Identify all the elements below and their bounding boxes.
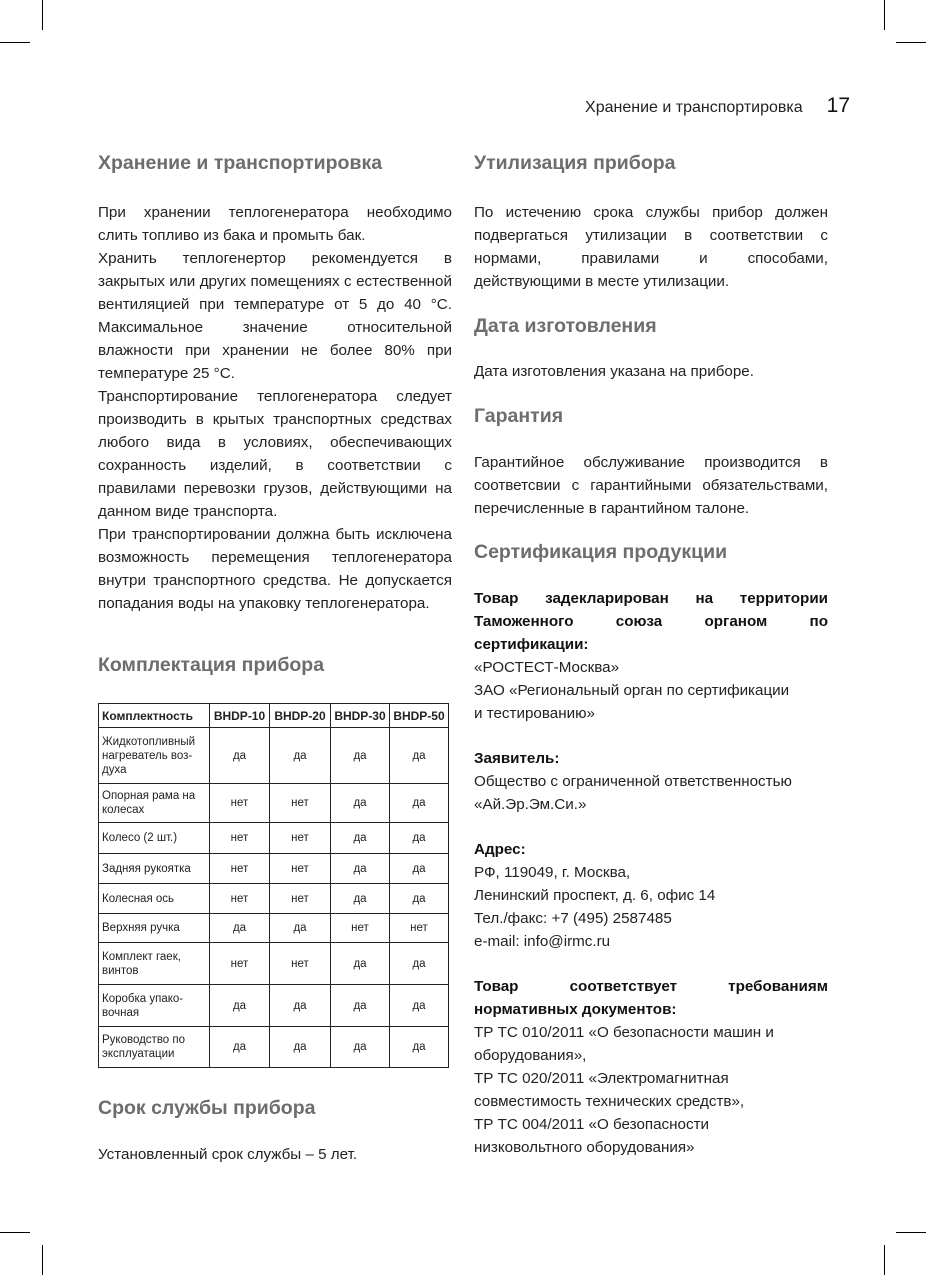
- availability-cell: да: [390, 784, 449, 823]
- availability-cell: нет: [270, 943, 331, 985]
- column-header: BHDP-20: [270, 704, 331, 728]
- column-header: BHDP-50: [390, 704, 449, 728]
- availability-cell: нет: [331, 914, 390, 943]
- running-header-title: Хранение и транспортировка: [585, 99, 803, 116]
- availability-cell: да: [270, 1027, 331, 1068]
- availability-cell: да: [331, 823, 390, 854]
- item-name-cell: Колесная ось: [99, 884, 210, 914]
- item-name-cell: Жидкотопливный нагреватель воз-духа: [99, 728, 210, 784]
- availability-cell: да: [331, 728, 390, 784]
- item-name-cell: Верхняя ручка: [99, 914, 210, 943]
- availability-cell: да: [390, 1027, 449, 1068]
- availability-cell: нет: [270, 823, 331, 854]
- heading-warranty: Гарантия: [474, 405, 564, 427]
- declared-label: Товар задекларирован на территории Таможенного союза органом по сертификации:: [474, 590, 828, 653]
- crop-mark: [42, 0, 43, 30]
- table-header-row: [99, 704, 449, 728]
- crop-mark: [884, 0, 885, 30]
- availability-cell: да: [331, 854, 390, 884]
- address-line: Тел./факс: +7 (495) 2587485: [474, 910, 672, 927]
- table-row: [99, 914, 449, 943]
- availability-cell: нет: [210, 784, 270, 823]
- availability-cell: нет: [210, 854, 270, 884]
- table-row: [99, 728, 449, 784]
- address-line: РФ, 119049, г. Москва,: [474, 864, 631, 881]
- heading-storage: Хранение и транспортировка: [98, 152, 383, 174]
- paragraph: Хранить теплогенертор рекомендуется в закрытых или других помещениях с естественной вентиляцией при температуре от 5 до 40 °С. Максимальное значение относительной влажности при хранении не более 80% при температуре 25 °С.: [98, 250, 452, 382]
- applicant-line: «Ай.Эр.Эм.Си.»: [474, 796, 587, 813]
- availability-cell: нет: [390, 914, 449, 943]
- table-row: [99, 823, 449, 854]
- availability-cell: да: [270, 728, 331, 784]
- availability-cell: да: [390, 854, 449, 884]
- column-header: BHDP-30: [331, 704, 390, 728]
- availability-cell: да: [210, 728, 270, 784]
- availability-cell: нет: [210, 943, 270, 985]
- item-name-cell: Коробка упако-вочная: [99, 985, 210, 1027]
- running-header: [585, 94, 850, 118]
- compliance-line: низковольтного оборудования»: [474, 1139, 695, 1156]
- column-header: BHDP-10: [210, 704, 270, 728]
- applicant-line: Общество с ограниченной ответственностью: [474, 773, 792, 790]
- crop-mark: [896, 1232, 926, 1233]
- availability-cell: нет: [270, 854, 331, 884]
- compliance-line: ТР ТС 004/2011 «О безопасности: [474, 1116, 710, 1133]
- declared-line: «РОСТЕСТ-Москва»: [474, 659, 620, 676]
- applicant-label: Заявитель:: [474, 750, 560, 767]
- availability-cell: да: [210, 985, 270, 1027]
- availability-cell: да: [390, 884, 449, 914]
- item-name-cell: Руководство по эксплуатации: [99, 1027, 210, 1068]
- availability-cell: да: [210, 1027, 270, 1068]
- table-row: [99, 854, 449, 884]
- disposal-text: По истечению срока службы прибор должен подвергаться утилизации в соответствии с нормами, правилами и способами, действующими в месте утилизации.: [474, 204, 828, 290]
- heading-disposal: Утилизация прибора: [474, 152, 676, 174]
- declared-line: ЗАО «Региональный орган по сертификации: [474, 682, 790, 699]
- availability-cell: да: [331, 1027, 390, 1068]
- item-name-cell: Опорная рама на колесах: [99, 784, 210, 823]
- item-name-cell: Комплект гаек, винтов: [99, 943, 210, 985]
- availability-cell: да: [390, 985, 449, 1027]
- warranty-text: Гарантийное обслуживание производится в соответсвии с гарантийными обязательствами, перечисленные в гарантийном талоне.: [474, 454, 828, 517]
- availability-cell: нет: [210, 823, 270, 854]
- paragraph: Транспортирование теплогенератора следует производить в крытых транспортных средствах любого вида в условиях, обеспечивающих сохранность изделий, в соответствии с правилами перевозки грузов, действующими на данном виде транспорта.: [98, 388, 452, 520]
- availability-cell: да: [210, 914, 270, 943]
- crop-mark: [0, 1232, 30, 1233]
- column-header: Комплектность: [99, 704, 210, 728]
- item-name-cell: Задняя рукоятка: [99, 854, 210, 884]
- availability-cell: да: [270, 985, 331, 1027]
- compliance-line: ТР ТС 010/2011 «О безопасности машин и: [474, 1024, 774, 1041]
- service-life-text: Установленный срок службы – 5 лет.: [98, 1146, 358, 1163]
- heading-kit: Комплектация прибора: [98, 654, 325, 676]
- crop-mark: [896, 42, 926, 43]
- crop-mark: [0, 42, 30, 43]
- declared-line: и тестированию»: [474, 705, 595, 722]
- kit-table: [98, 703, 449, 1068]
- availability-cell: нет: [210, 884, 270, 914]
- email-line: e-mail: info@irmc.ru: [474, 933, 611, 950]
- compliance-line: совместимость технических средств»,: [474, 1093, 745, 1110]
- heading-manufacture-date: Дата изготовления: [474, 315, 657, 337]
- availability-cell: да: [331, 985, 390, 1027]
- table-row: [99, 943, 449, 985]
- availability-cell: да: [331, 943, 390, 985]
- table-row: [99, 884, 449, 914]
- paragraph: При транспортировании должна быть исключена возможность перемещения теплогенератора внутри транспортного средства. Не допускается попадания воды на упаковку теплогенератора.: [98, 526, 452, 612]
- storage-text: [98, 201, 452, 615]
- page-number: 17: [826, 94, 850, 117]
- crop-mark: [884, 1245, 885, 1275]
- heading-service-life: Срок службы прибора: [98, 1097, 316, 1119]
- heading-certification: Сертификация продукции: [474, 541, 728, 563]
- availability-cell: да: [390, 728, 449, 784]
- table-row: [99, 1027, 449, 1068]
- address-label: Адрес:: [474, 841, 526, 858]
- crop-mark: [42, 1245, 43, 1275]
- availability-cell: да: [331, 884, 390, 914]
- availability-cell: нет: [270, 784, 331, 823]
- compliance-line: оборудования»,: [474, 1047, 587, 1064]
- availability-cell: да: [390, 823, 449, 854]
- availability-cell: нет: [270, 884, 331, 914]
- manufacture-date-text: Дата изготовления указана на приборе.: [474, 363, 754, 380]
- table-row: [99, 985, 449, 1027]
- item-name-cell: Колесо (2 шт.): [99, 823, 210, 854]
- availability-cell: да: [270, 914, 331, 943]
- compliance-line: ТР ТС 020/2011 «Электромагнитная: [474, 1070, 729, 1087]
- availability-cell: да: [390, 943, 449, 985]
- table-row: [99, 784, 449, 823]
- address-line: Ленинский проспект, д. 6, офис 14: [474, 887, 716, 904]
- compliance-label: Товар соответствует требованиям нормативных документов:: [474, 978, 828, 1018]
- paragraph: При хранении теплогенератора необходимо слить топливо из бака и промыть бак.: [98, 204, 452, 244]
- availability-cell: да: [331, 784, 390, 823]
- certification-block: [474, 587, 828, 1159]
